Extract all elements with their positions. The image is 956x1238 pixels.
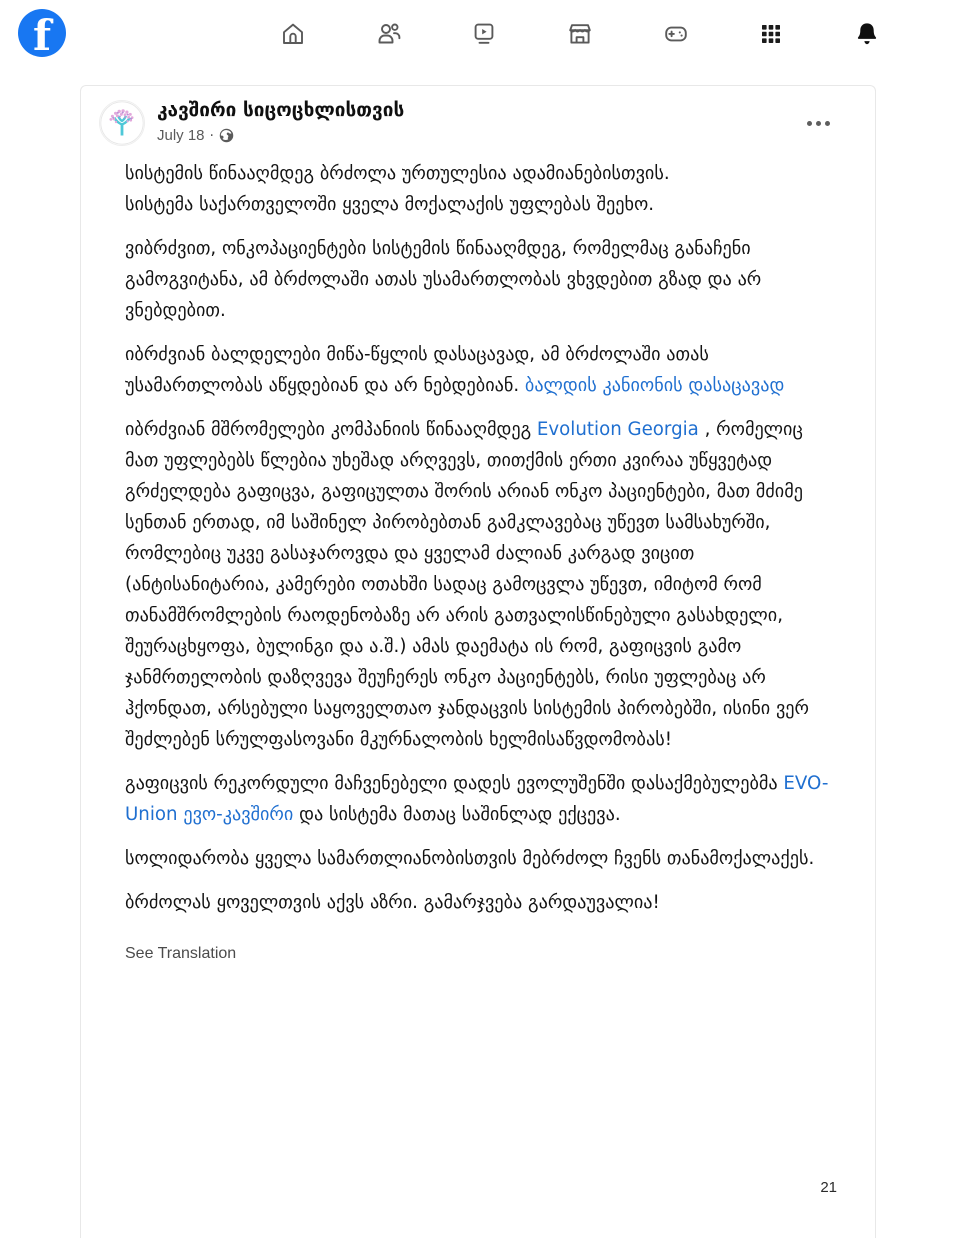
post-text-run: იბრძვიან ბალდელები მიწა-წყლის დასაცავად, ამ ბრძოლაში ათას უსამართლობას აწყდებიან და არ ნებდებიან. (125, 344, 709, 396)
facebook-logo-icon (18, 9, 66, 57)
facebook-logo-button[interactable] (18, 9, 66, 57)
post-paragraph (125, 887, 840, 918)
post-text-run: , რომელიც მათ უფლებებს წლებია უხეშად არღვევს, თითქმის ერთი კვირაა უწყვეტად გრძელდება გაფიცვა, გაფიცულთა შორის არიან ონკო პაციენტები, მათ მძიმე სენთან ერთად, იმ საშინელ პირობებთან გამკლავებაც უწევთ სამსახურში, რომლებიც უკვე გასაჯაროვდა და ყველამ ძალიან კარგად ვიცით (ანტისანიტარია, კამერები ოთახში სადაც გამოცვლა უწევთ, იმიტომ რომ თანამშრომლების რაოდენობაზე არ არის გათვალისწინებული გასახდელი, შეურაცხყოფა, ბულინგი და ა.შ.) ამას დაემატა ის რომ, გაფიცვის გამო ჯანმრთელობის დაზღვევა შეუჩერეს ონკო პაციენტებს, რისი უფლებაც არ ჰქონდათ, არსებული საყოველთაო ჯანდაცვის სისტემის პირობებში, ისინი ვერ შეძლებენ სრულფასოვანი მკურნალობის ხელმისაწვდომობას! (125, 419, 809, 750)
more-dot (816, 121, 821, 126)
post-paragraph (125, 339, 840, 401)
post-text-run: სოლიდარობა ყველა სამართლიანობისთვის მებრძოლ ჩვენს თანამოქალაქეს. (125, 848, 815, 869)
post-text-run: ვიბრძვით, ონკოპაციენტები სისტემის წინააღმდეგ, რომელმაც განაჩენი გამოგვიტანა, ამ ბრძოლაში ათას უსამართლობას ვხვდებით გზად და არ ვნებდებით. (125, 238, 762, 321)
post-text-run: იბრძვიან მშრომელები კომპანიის წინააღმდეგ (125, 419, 537, 440)
facebook-top-navigation-bar (0, 0, 956, 68)
home-icon (279, 20, 307, 48)
post-text-run: სისტემა საქართველოში ყველა მოქალაქის უფლებას შეეხო. (125, 194, 655, 215)
tree-logo-avatar-icon (100, 101, 144, 145)
post-text-run: და სისტემა მათაც საშინლად ექცევა. (293, 804, 621, 825)
see-translation-link[interactable]: See Translation (125, 945, 237, 962)
post-text-run: სისტემის წინააღმდეგ ბრძოლა ურთულესია ადამიანებისთვის. (125, 163, 670, 184)
friends-icon (375, 20, 403, 48)
post-header (99, 98, 859, 152)
marketplace-icon (566, 20, 594, 48)
post-paragraph (125, 233, 840, 326)
nav-gaming-button[interactable] (653, 11, 699, 57)
post-paragraph (125, 158, 840, 189)
post-paragraph (125, 189, 840, 220)
post-inline-link[interactable]: ბალდის კანიონის დასაცავად (524, 375, 785, 396)
globe-icon[interactable] (219, 128, 234, 143)
nav-home-button[interactable] (270, 11, 316, 57)
post-text-run: გაფიცვის რეკორდული მაჩვენებელი დადეს ევოლუშენში დასაქმებულებმა (125, 773, 784, 794)
video-icon (470, 20, 498, 48)
nav-notifications-button[interactable] (844, 11, 890, 57)
nav-friends-button[interactable] (366, 11, 412, 57)
post-paragraph (125, 843, 840, 874)
nav-video-button[interactable] (461, 11, 507, 57)
avatar[interactable] (99, 100, 145, 146)
meta-separator: · (209, 127, 214, 144)
post-timestamp[interactable]: July 18 (157, 127, 205, 144)
nav-marketplace-button[interactable] (557, 11, 603, 57)
post-more-options-button[interactable] (801, 112, 835, 134)
gaming-icon (662, 20, 690, 48)
menu-grid-icon (758, 21, 784, 47)
post-paragraph (125, 414, 840, 755)
post-card (80, 85, 876, 1238)
facebook-logo-letter: f (32, 11, 52, 57)
post-author-name[interactable]: კავშირი სიცოცხლისთვის (157, 99, 405, 121)
more-dot (825, 121, 830, 126)
nav-menu-grid-button[interactable] (748, 11, 794, 57)
post-paragraph (125, 768, 840, 830)
more-dot (807, 121, 812, 126)
notifications-bell-icon (853, 20, 881, 48)
page-number: 21 (820, 1179, 837, 1196)
post-meta (157, 127, 234, 144)
post-inline-link[interactable]: EVO-Union ევო-კავშირი (125, 773, 829, 825)
nav-icon-group (270, 10, 890, 58)
post-text-content (125, 158, 840, 931)
post-inline-link[interactable]: Evolution Georgia (536, 419, 699, 440)
post-text-run: ბრძოლას ყოველთვის აქვს აზრი. გამარჯვება გარდაუვალია! (125, 892, 660, 913)
